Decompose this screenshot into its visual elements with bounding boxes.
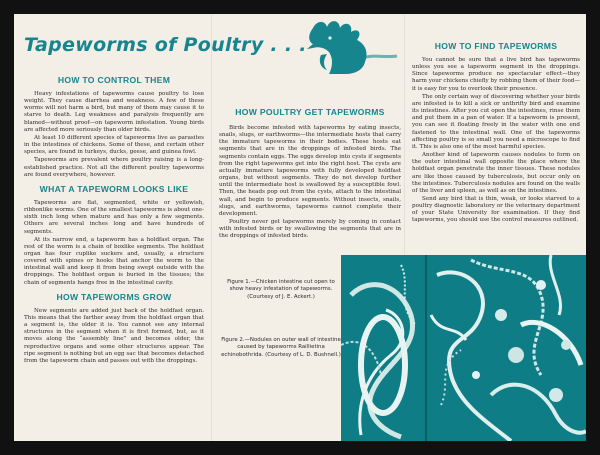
figure-2-caption: Figure 2.—Nodules on outer wall of intestine caused by tapeworms Raillietina echinobothrida. (Courtesy of L. D. Bushnell.) [221, 337, 341, 358]
tapeworm-photographs [341, 255, 586, 441]
page-title: Tapeworms of Poultry . . . [24, 34, 307, 56]
paragraph: Another kind of tapeworm causes nodules to form on the outer intestinal wall opposite the place where the holdfast organ penetrate the inner tissues. These nodules are like those caused by tuberculosis, but occur only on the intestines. Tuberculosis nodules are found on the walls of the liver and spleen, as well as on the intestines. [412, 152, 580, 194]
brochure-sheet [14, 14, 586, 441]
paragraph: Tapeworms are flat, segmented, white or yellowish, ribbonlike worms. One of the smallest tapeworms is about one-sixth inch long when mature and has only a few segments. Others are several inches long and have hundreds of segments. [24, 199, 204, 235]
paragraph: New segments are added just back of the holdfast organ. This means that the farther away from the holdfast organ that a segment is, the older it is. You cannot see any internal structures in the segment when it is first formed, but, as it moves along the “assembly line” and becomes older, the reproductive organs and some other structures appear. The ripe segment is nothing but an egg sac that becomes detached from the tapeworm chain and passes out with the droppings. [24, 307, 204, 364]
paragraph: At least 10 different species of tapeworms live as parasites in the intestines of chickens. Some of these, and certain other species, are found in turkeys, ducks, geese, and guinea fowl. [24, 134, 204, 156]
section-heading: HOW TAPEWORMS GROW [56, 291, 172, 302]
figure-1-caption: Figure 1.—Chicken intestine cut open to show heavy infestation of tapeworms. (Courtesy of J. E. Ackert.) [227, 279, 335, 300]
paragraph: Poultry never get tapeworms merely by coming in contact with infested birds or by swallowing the segments that are in the droppings of infested birds. [219, 219, 401, 240]
section-heading: HOW POULTRY GET TAPEWORMS [235, 107, 385, 117]
column-find-tapeworms [412, 41, 580, 226]
section-heading: WHAT A TAPEWORM LOOKS LIKE [39, 183, 189, 194]
paragraph: Heavy infestations of tapeworms cause poultry to lose weight. They cause diarrhea and weakness. A few of these worms will not harm a bird, but many of them may cause it to starve to death. Leg weakness and paralysis frequently are blamed—without proof—on tapeworm infestation. Young birds are affected more seriously than older birds. [24, 91, 204, 133]
paragraph: You cannot be sure that a live bird has tapeworms unless you see a tapeworm segment in the droppings. Since tapeworms produce no spectacular effect—they harm your chickens chiefly by robbing them of their food—it is easy for you to overlook their presence. [412, 57, 580, 92]
column-control [24, 70, 204, 366]
paragraph: At its narrow end, a tapeworm has a holdfast organ. The rest of the worm is a chain of boxlike segments. The holdfast organ has four cuplike suckers and, usually, a structure covered with spines or hooks that anchor the worm to the intestinal wall and keep it from being swept outside with the droppings. The holdfast organ is buried in the tissues; the chain of segments hangs free in the intestinal cavity. [24, 236, 204, 286]
paragraph: Send any bird that is thin, weak, or looks starved to a poultry diagnostic laboratory or the veterinary department of your State University for examination. If they find tapeworms, you should use the control measures outlined. [412, 195, 580, 224]
column-get-tapeworms [219, 107, 401, 242]
tapeworm-photo-illustration [341, 255, 586, 441]
section-heading: HOW TO FIND TAPEWORMS [434, 41, 558, 51]
paragraph: Tapeworms are prevalent where poultry raising is a long-established practice. Not all the different poultry tapeworms are found everywhere, however. [24, 157, 204, 178]
paragraph: The only certain way of discovering whether your birds are infested is to kill a sick or unthrifty bird and examine its intestines. After you cut open the intestines, rinse them and put them in a pan of water. If a tapeworm is present, you can see it floating freely in the water with one end fastened to the intestinal wall. One of the tapeworms affecting poultry is so small you need a microscope to find it. This is also one of the most harmful species. [412, 93, 580, 150]
fold-line [211, 14, 212, 441]
paragraph: Birds become infested with tapeworms by eating insects, snails, slugs, or earthworms—the intermediate hosts that carry the immature tapeworms in their bodies. These hosts eat segments that are in the droppings of infested birds. The segments contain eggs. The eggs develop into cysts if segments from the right tapeworms get into the right host. The cysts are actually immature tapeworms with fully developed holdfast organs, but without segments. They do not develop further until the intermediate host is swallowed by a susceptible fowl. Then, the heads pop out from the cysts, attach to the intestinal wall, and begin to produce segments. Without insects, snails, slugs, and earthworms, tapeworms cannot complete their development. [219, 125, 401, 217]
rooster-head-icon [299, 18, 399, 74]
section-heading: HOW TO CONTROL THEM [57, 75, 171, 85]
